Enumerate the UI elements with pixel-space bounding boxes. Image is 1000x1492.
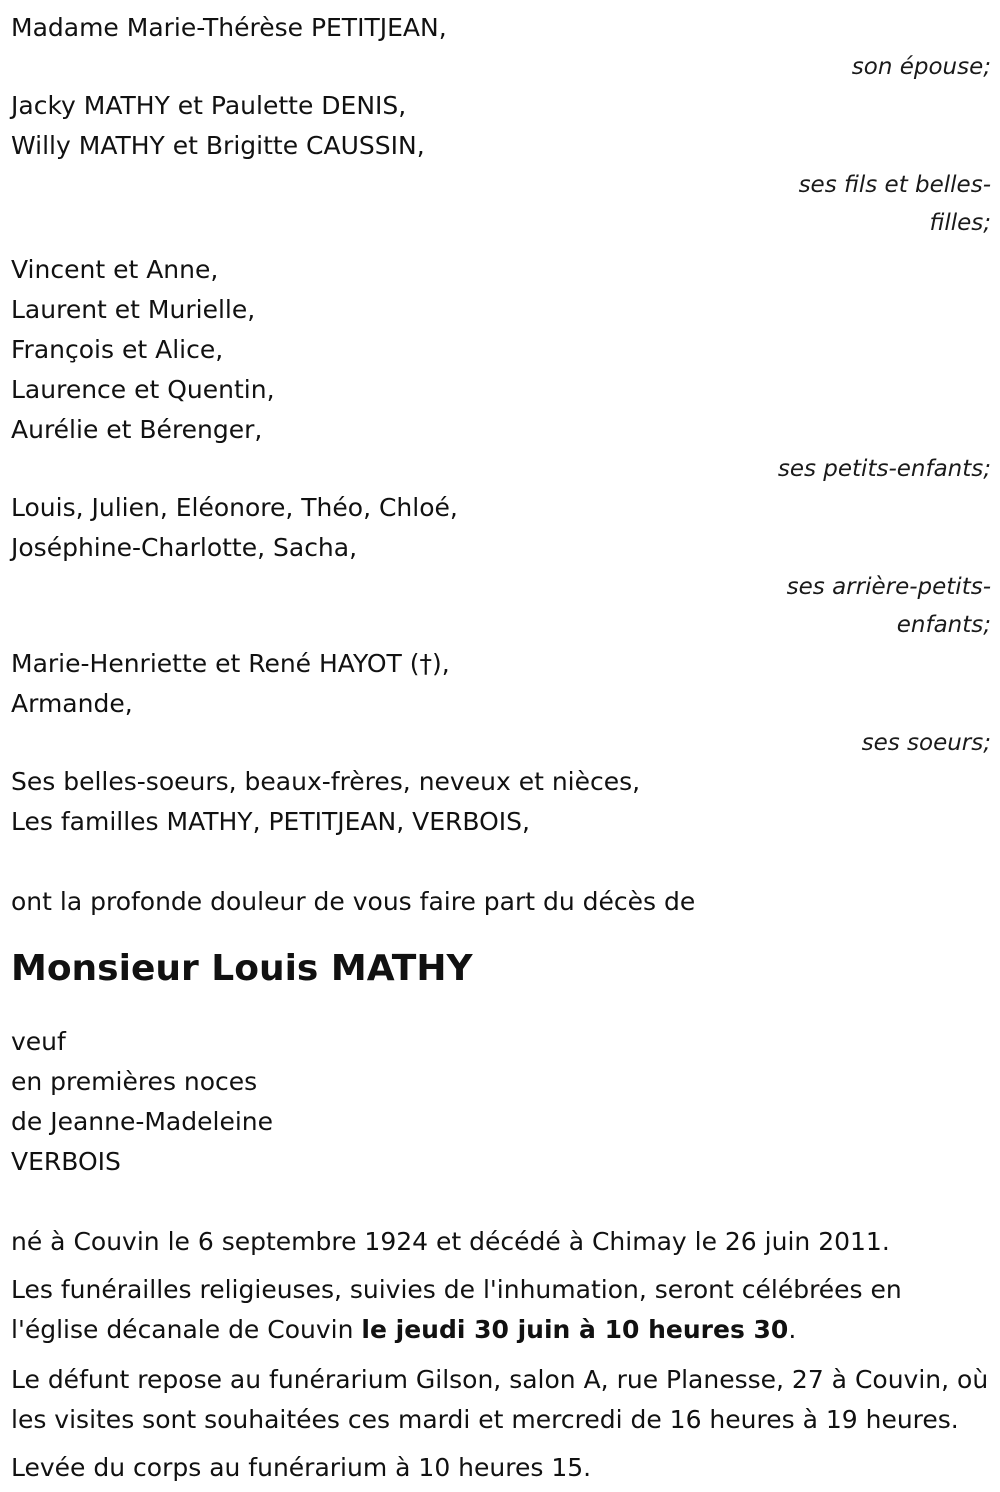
family-great-grandchildren <box>11 488 991 644</box>
widower-line: en premières noces <box>11 1067 258 1096</box>
family-name-line: François et Alice, <box>11 335 224 364</box>
obituary-page <box>11 8 991 1488</box>
family-sisters <box>11 644 991 762</box>
family-role-line: ses petits-enfants; <box>777 456 991 482</box>
family-sons <box>11 86 991 242</box>
funeral-text <box>11 1270 991 1350</box>
family-name-line: Laurence et Quentin, <box>11 375 275 404</box>
family-name-line: Jacky MATHY et Paulette DENIS, <box>11 91 407 120</box>
family-role-line: ses soeurs; <box>861 730 991 756</box>
funeral-date-time: le jeudi 30 juin à 10 heures 30 <box>361 1315 789 1344</box>
family-name-line: Les familles MATHY, PETITJEAN, VERBOIS, <box>11 807 530 836</box>
deceased-name: Monsieur Louis MATHY <box>11 948 473 989</box>
family-name-line: Armande, <box>11 689 133 718</box>
family-name-line: Vincent et Anne, <box>11 255 219 284</box>
family-grandchildren <box>11 250 991 488</box>
family-role-line: ses fils et belles- <box>798 172 991 198</box>
family-name-line: Willy MATHY et Brigitte CAUSSIN, <box>11 131 425 160</box>
family-spouse <box>11 8 991 86</box>
family-role <box>11 724 991 762</box>
family-role <box>11 48 991 86</box>
removal-text: Levée du corps au funérarium à 10 heures 15. <box>11 1453 592 1482</box>
widower-line: de Jeanne-Madeleine <box>11 1107 273 1136</box>
funeral-text-before: Les funérailles religieuses, suivies de l'inhumation, seront célébrées en l'église décanale de Couvin <box>11 1275 902 1344</box>
family-name-line: Madame Marie-Thérèse PETITJEAN, <box>11 13 447 42</box>
family-others <box>11 762 991 842</box>
widower-line: veuf <box>11 1027 66 1056</box>
birth-death-text: né à Couvin le 6 septembre 1924 et décédé à Chimay le 26 juin 2011. <box>11 1227 890 1256</box>
widower-block <box>11 1022 991 1182</box>
family-role <box>11 166 991 242</box>
family-role-line: filles; <box>929 210 991 236</box>
widower-line: VERBOIS <box>11 1147 121 1176</box>
family-name-line: Aurélie et Bérenger, <box>11 415 263 444</box>
family-name-line: Marie-Henriette et René HAYOT (†), <box>11 649 450 678</box>
family-role-line: ses arrière-petits- <box>786 574 991 600</box>
family-role <box>11 450 991 488</box>
family-role <box>11 568 991 644</box>
family-name-line: Joséphine-Charlotte, Sacha, <box>11 533 358 562</box>
family-name-line: Ses belles-soeurs, beaux-frères, neveux et nièces, <box>11 767 641 796</box>
family-role-line: enfants; <box>896 612 991 638</box>
family-name-line: Louis, Julien, Eléonore, Théo, Chloé, <box>11 493 458 522</box>
funeral-text-after: . <box>788 1315 797 1344</box>
family-role-line: son épouse; <box>851 54 991 80</box>
family-name-line: Laurent et Murielle, <box>11 295 256 324</box>
viewing-text: Le défunt repose au funérarium Gilson, salon A, rue Planesse, 27 à Couvin, où les visites sont souhaitées ces mardi et mercredi de 16 heures à 19 heures. <box>11 1365 989 1434</box>
announcement-text: ont la profonde douleur de vous faire part du décès de <box>11 887 696 916</box>
